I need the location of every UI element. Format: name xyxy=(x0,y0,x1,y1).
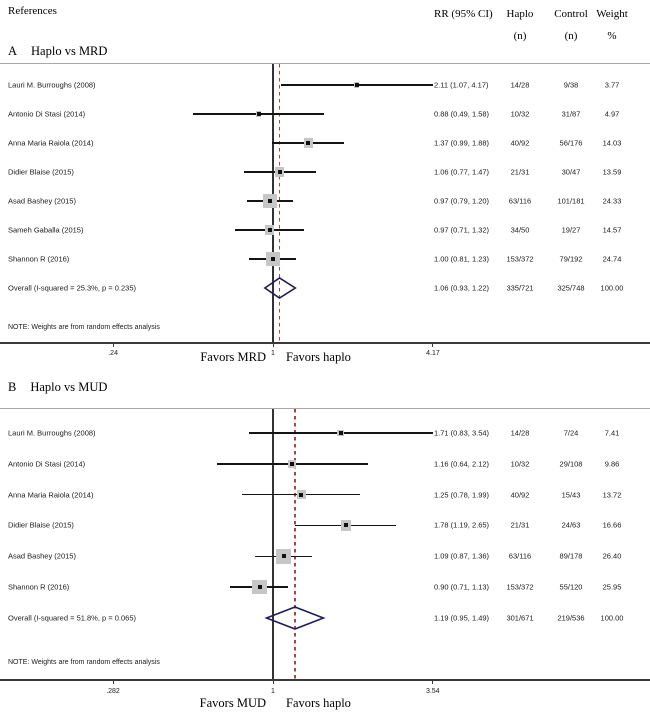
column-subheader-haplo-n: (n) xyxy=(513,30,527,42)
column-header-weight: Weight xyxy=(596,8,628,20)
overall-haplo-count: 335/721 xyxy=(506,283,534,293)
weight-value: 4.97 xyxy=(604,109,620,119)
panel-a-letter: A xyxy=(8,44,18,58)
column-subheader-control-n: (n) xyxy=(564,30,578,42)
axis-tick-mark xyxy=(113,343,114,347)
axis-tick-mark xyxy=(113,680,114,684)
rr-ci-value: 1.00 (0.81, 1.23) xyxy=(434,254,490,264)
overall-control-count: 325/748 xyxy=(557,283,585,293)
axis-tick-mark xyxy=(273,343,274,347)
overall-label: Overall (I-squared = 25.3%, p = 0.235) xyxy=(8,283,136,293)
weight-value: 24.33 xyxy=(602,196,622,206)
overall-label: Overall (I-squared = 51.8%, p = 0.065) xyxy=(8,613,136,623)
x-axis-line xyxy=(0,342,650,344)
rr-ci-value: 0.97 (0.71, 1.32) xyxy=(434,225,490,235)
estimate-marker xyxy=(290,462,294,466)
overall-weight-value: 100.00 xyxy=(600,283,624,293)
haplo-count: 153/372 xyxy=(506,254,534,264)
control-count: 55/120 xyxy=(559,582,583,592)
weight-value: 26.40 xyxy=(602,551,622,561)
control-count: 30/47 xyxy=(561,167,581,177)
control-count: 101/181 xyxy=(557,196,585,206)
panel-b-letter: B xyxy=(8,380,17,394)
rr-ci-value: 1.09 (0.87, 1.36) xyxy=(434,551,490,561)
weight-value: 3.77 xyxy=(604,80,620,90)
estimate-marker xyxy=(268,199,272,203)
control-count: 7/24 xyxy=(563,428,579,438)
axis-tick-label: .282 xyxy=(106,688,120,695)
haplo-count: 10/32 xyxy=(510,459,530,469)
rr-ci-value: 1.37 (0.99, 1.88) xyxy=(434,138,490,148)
rr-ci-value: 0.88 (0.49, 1.58) xyxy=(434,109,490,119)
haplo-count: 14/28 xyxy=(510,80,530,90)
study-label: Shannon R (2016) xyxy=(8,254,70,264)
study-label: Antonio Di Stasi (2014) xyxy=(8,109,86,119)
estimate-marker xyxy=(257,112,261,116)
axis-tick-label: 1 xyxy=(271,688,275,695)
study-label: Lauri M. Burroughs (2008) xyxy=(8,80,96,90)
haplo-count: 40/92 xyxy=(510,138,530,148)
panel-b-title-text: Haplo vs MUD xyxy=(30,380,108,394)
study-label: Anna Maria Raiola (2014) xyxy=(8,138,94,148)
study-label: Shannon R (2016) xyxy=(8,582,70,592)
haplo-count: 63/116 xyxy=(508,551,532,561)
panel-a-title-text: Haplo vs MRD xyxy=(31,44,108,58)
rr-ci-value: 0.97 (0.79, 1.20) xyxy=(434,196,490,206)
study-label: Didier Blaise (2015) xyxy=(8,520,74,530)
overall-control-count: 219/536 xyxy=(557,613,585,623)
weight-value: 14.03 xyxy=(602,138,622,148)
rr-ci-value: 2.11 (1.07, 4.17) xyxy=(434,80,489,90)
weight-value: 9.86 xyxy=(604,459,620,469)
overall-weight-value: 100.00 xyxy=(600,613,624,623)
panel-a-title xyxy=(8,44,107,59)
panel-a-top-rule xyxy=(0,63,650,64)
axis-tick-mark xyxy=(273,680,274,684)
study-label: Sameh Gaballa (2015) xyxy=(8,225,84,235)
control-count: 31/87 xyxy=(561,109,581,119)
control-count: 89/178 xyxy=(559,551,583,561)
panel-a-favors-left-label: Favors MRD xyxy=(200,350,266,364)
pooled-dashed-line xyxy=(294,409,296,680)
estimate-marker xyxy=(271,257,275,261)
control-count: 29/108 xyxy=(559,459,583,469)
panel-a-note: NOTE: Weights are from random effects analysis xyxy=(8,324,160,331)
estimate-marker xyxy=(282,554,286,558)
rr-ci-value: 1.78 (1.19, 2.65) xyxy=(434,520,490,530)
weight-value: 7.41 xyxy=(604,428,620,438)
estimate-marker xyxy=(344,523,348,527)
axis-tick-mark xyxy=(432,680,433,684)
haplo-count: 40/92 xyxy=(510,490,530,500)
pooled-dashed-line xyxy=(279,64,281,343)
weight-value: 24.74 xyxy=(602,254,622,264)
axis-tick-mark xyxy=(432,343,433,347)
control-count: 56/176 xyxy=(559,138,583,148)
weight-value: 16.66 xyxy=(602,520,622,530)
references-header: References xyxy=(8,5,57,17)
estimate-marker xyxy=(306,141,310,145)
study-label: Didier Blaise (2015) xyxy=(8,167,74,177)
weight-value: 13.72 xyxy=(602,490,622,500)
null-line xyxy=(272,409,274,680)
study-label: Asad Bashey (2015) xyxy=(8,196,76,206)
panel-b-title xyxy=(8,380,107,395)
axis-tick-label: 1 xyxy=(271,350,275,357)
rr-ci-value: 1.25 (0.78, 1.99) xyxy=(434,490,490,500)
axis-tick-label: .24 xyxy=(108,350,118,357)
panel-b-favors-right-label: Favors haplo xyxy=(286,696,351,710)
axis-tick-label: 3.54 xyxy=(425,688,440,695)
column-header-rr: RR (95% CI) xyxy=(434,8,493,20)
control-count: 79/192 xyxy=(559,254,583,264)
control-count: 9/38 xyxy=(563,80,579,90)
weight-value: 25.95 xyxy=(602,582,622,592)
axis-tick-label: 4.17 xyxy=(426,350,440,357)
haplo-count: 21/31 xyxy=(510,167,530,177)
panel-b-favors-left-label: Favors MUD xyxy=(199,696,266,710)
study-label: Lauri M. Burroughs (2008) xyxy=(8,428,96,438)
control-count: 15/43 xyxy=(561,490,581,500)
study-label: Antonio Di Stasi (2014) xyxy=(8,459,86,469)
haplo-count: 34/50 xyxy=(510,225,530,235)
study-label: Asad Bashey (2015) xyxy=(8,551,76,561)
estimate-marker xyxy=(268,228,272,232)
haplo-count: 63/116 xyxy=(508,196,532,206)
haplo-count: 10/32 xyxy=(510,109,530,119)
overall-haplo-count: 301/671 xyxy=(506,613,534,623)
panel-b-top-rule xyxy=(0,408,650,409)
rr-ci-value: 0.90 (0.71, 1.13) xyxy=(434,582,490,592)
rr-ci-value: 1.71 (0.83, 3.54) xyxy=(434,428,490,438)
panel-b-note: NOTE: Weights are from random effects analysis xyxy=(8,659,160,666)
x-axis-line xyxy=(0,679,650,681)
rr-ci-value: 1.06 (0.77, 1.47) xyxy=(434,167,490,177)
panel-a-favors-right-label: Favors haplo xyxy=(286,350,351,364)
overall-rr-ci-value: 1.19 (0.95, 1.49) xyxy=(434,613,490,623)
study-label: Anna Maria Raiola (2014) xyxy=(8,490,94,500)
estimate-marker xyxy=(278,170,282,174)
haplo-count: 153/372 xyxy=(506,582,534,592)
rr-ci-value: 1.16 (0.64, 2.12) xyxy=(434,459,490,469)
haplo-count: 21/31 xyxy=(510,520,530,530)
column-header-control: Control xyxy=(554,8,588,20)
estimate-marker xyxy=(355,83,359,87)
column-header-haplo: Haplo xyxy=(506,8,534,20)
control-count: 24/63 xyxy=(561,520,581,530)
haplo-count: 14/28 xyxy=(510,428,530,438)
control-count: 19/27 xyxy=(561,225,581,235)
column-subheader-weight-pct: % xyxy=(607,30,617,42)
weight-value: 13.59 xyxy=(602,167,622,177)
estimate-marker xyxy=(299,493,303,497)
weight-value: 14.57 xyxy=(602,225,622,235)
estimate-marker xyxy=(258,585,262,589)
overall-rr-ci-value: 1.06 (0.93, 1.22) xyxy=(434,283,490,293)
estimate-marker xyxy=(339,431,343,435)
